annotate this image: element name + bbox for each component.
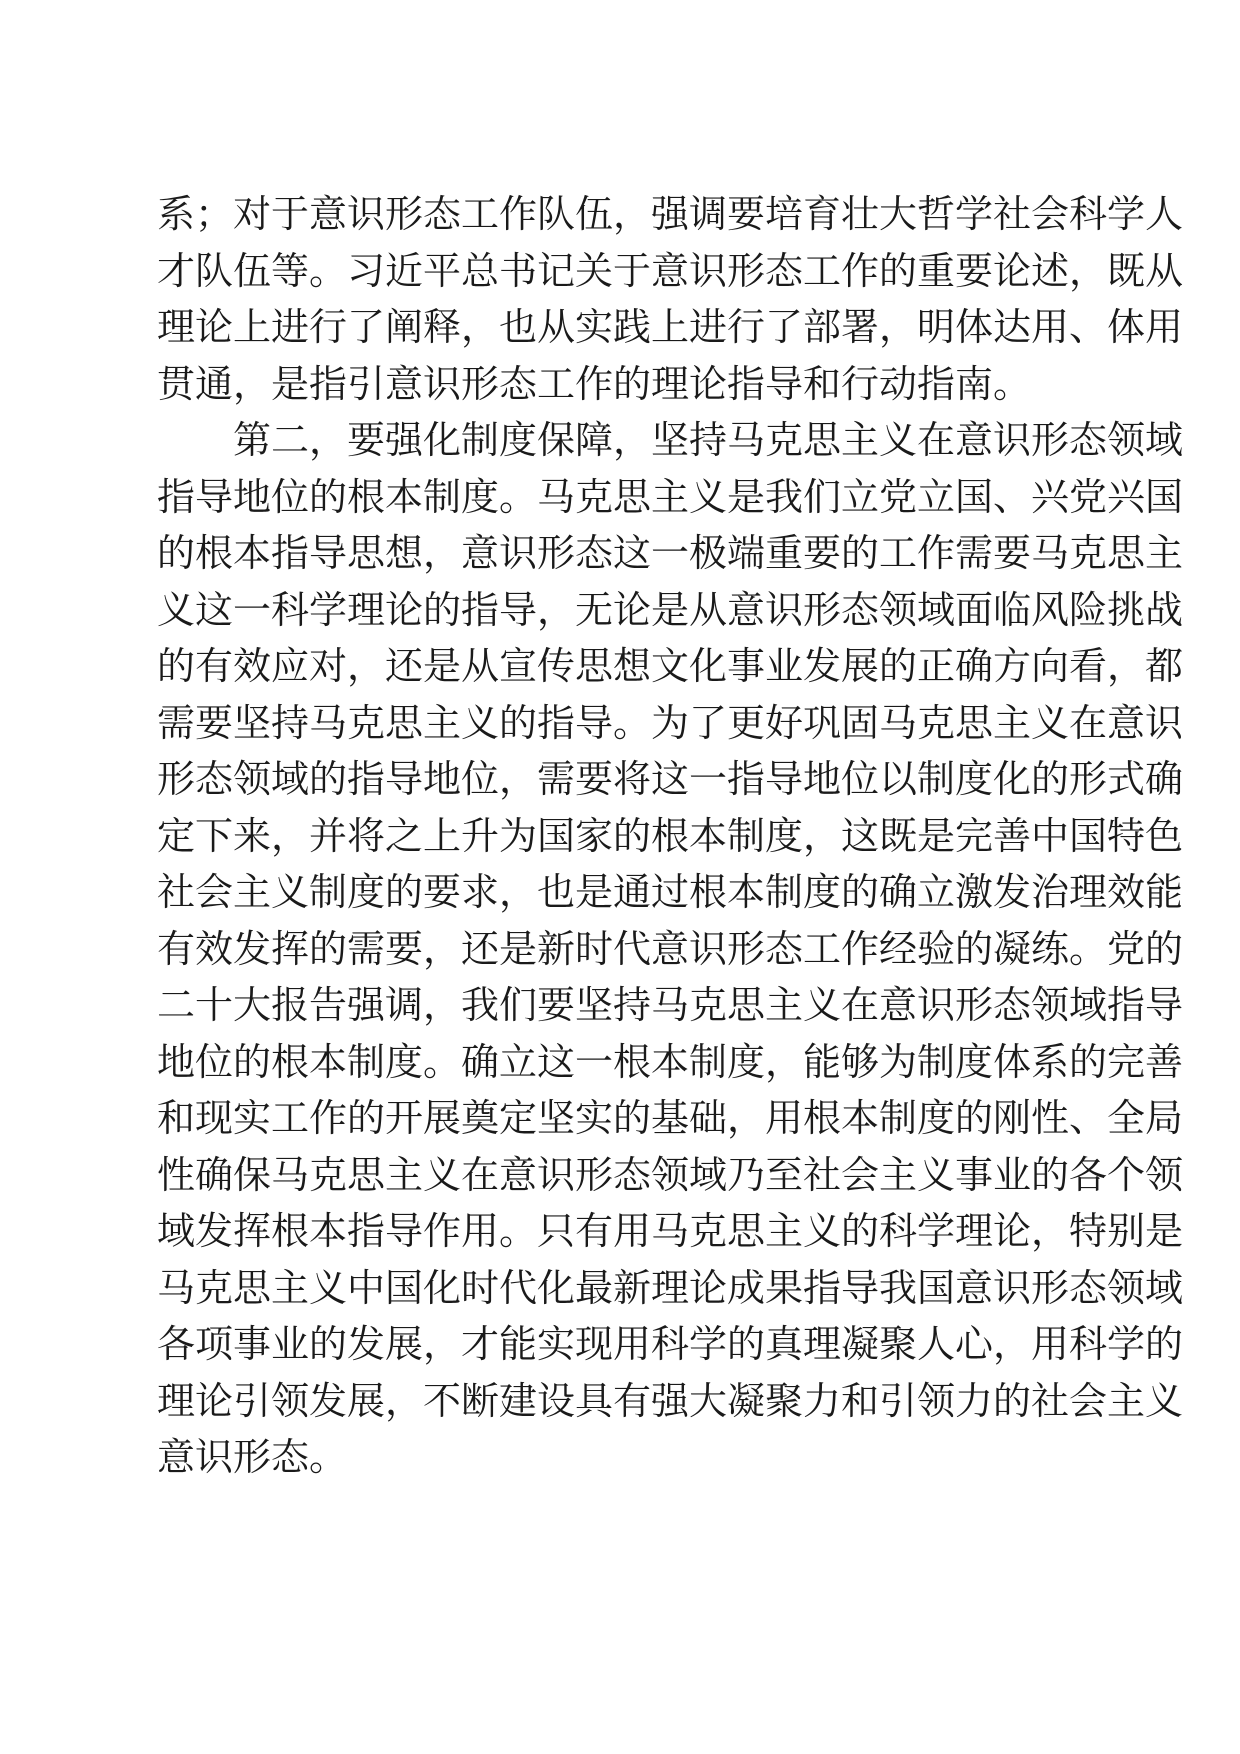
text-line: 地位的根本制度。确立这一根本制度，能够为制度体系的完善 — [157, 1039, 1184, 1084]
text-line: 才队伍等。习近平总书记关于意识形态工作的重要论述，既从 — [157, 248, 1184, 293]
text-line: 义这一科学理论的指导，无论是从意识形态领域面临风险挑战 — [157, 587, 1184, 632]
text-line: 马克思主义中国化时代化最新理论成果指导我国意识形态领域 — [157, 1265, 1184, 1310]
text-line: 指导地位的根本制度。马克思主义是我们立党立国、兴党兴国 — [157, 474, 1184, 519]
text-line: 贯通，是指引意识形态工作的理论指导和行动指南。 — [157, 361, 1032, 406]
text-line: 定下来，并将之上升为国家的根本制度，这既是完善中国特色 — [157, 813, 1184, 858]
text-line: 系；对于意识形态工作队伍，强调要培育壮大哲学社会科学人 — [157, 192, 1184, 236]
text-line: 理论上进行了阐释，也从实践上进行了部署，明体达用、体用 — [157, 305, 1184, 349]
text-line: 有效发挥的需要，还是新时代意识形态工作经验的凝练。党的 — [157, 926, 1184, 971]
text-line: 第二，要强化制度保障，坚持马克思主义在意识形态领域 — [233, 418, 1184, 462]
text-line: 形态领域的指导地位，需要将这一指导地位以制度化的形式确 — [157, 757, 1184, 801]
text-line: 域发挥根本指导作用。只有用马克思主义的科学理论，特别是 — [157, 1209, 1184, 1253]
text-line: 意识形态。 — [157, 1435, 348, 1479]
body-text — [157, 186, 1184, 1486]
text-line: 理论引领发展，不断建设具有强大凝聚力和引领力的社会主义 — [157, 1378, 1184, 1423]
text-line: 和现实工作的开展奠定坚实的基础，用根本制度的刚性、全局 — [157, 1096, 1184, 1140]
text-line: 二十大报告强调，我们要坚持马克思主义在意识形态领域指导 — [157, 983, 1184, 1027]
paragraph-2 — [157, 412, 1184, 1486]
paragraph-1 — [157, 186, 1184, 412]
text-line: 需要坚持马克思主义的指导。为了更好巩固马克思主义在意识 — [157, 700, 1184, 745]
text-line: 的有效应对，还是从宣传思想文化事业发展的正确方向看，都 — [157, 644, 1184, 688]
text-line: 的根本指导思想，意识形态这一极端重要的工作需要马克思主 — [157, 531, 1184, 575]
text-line: 性确保马克思主义在意识形态领域乃至社会主义事业的各个领 — [157, 1152, 1184, 1197]
text-line: 各项事业的发展，才能实现用科学的真理凝聚人心，用科学的 — [157, 1322, 1184, 1366]
text-line: 社会主义制度的要求，也是通过根本制度的确立激发治理效能 — [157, 870, 1184, 914]
